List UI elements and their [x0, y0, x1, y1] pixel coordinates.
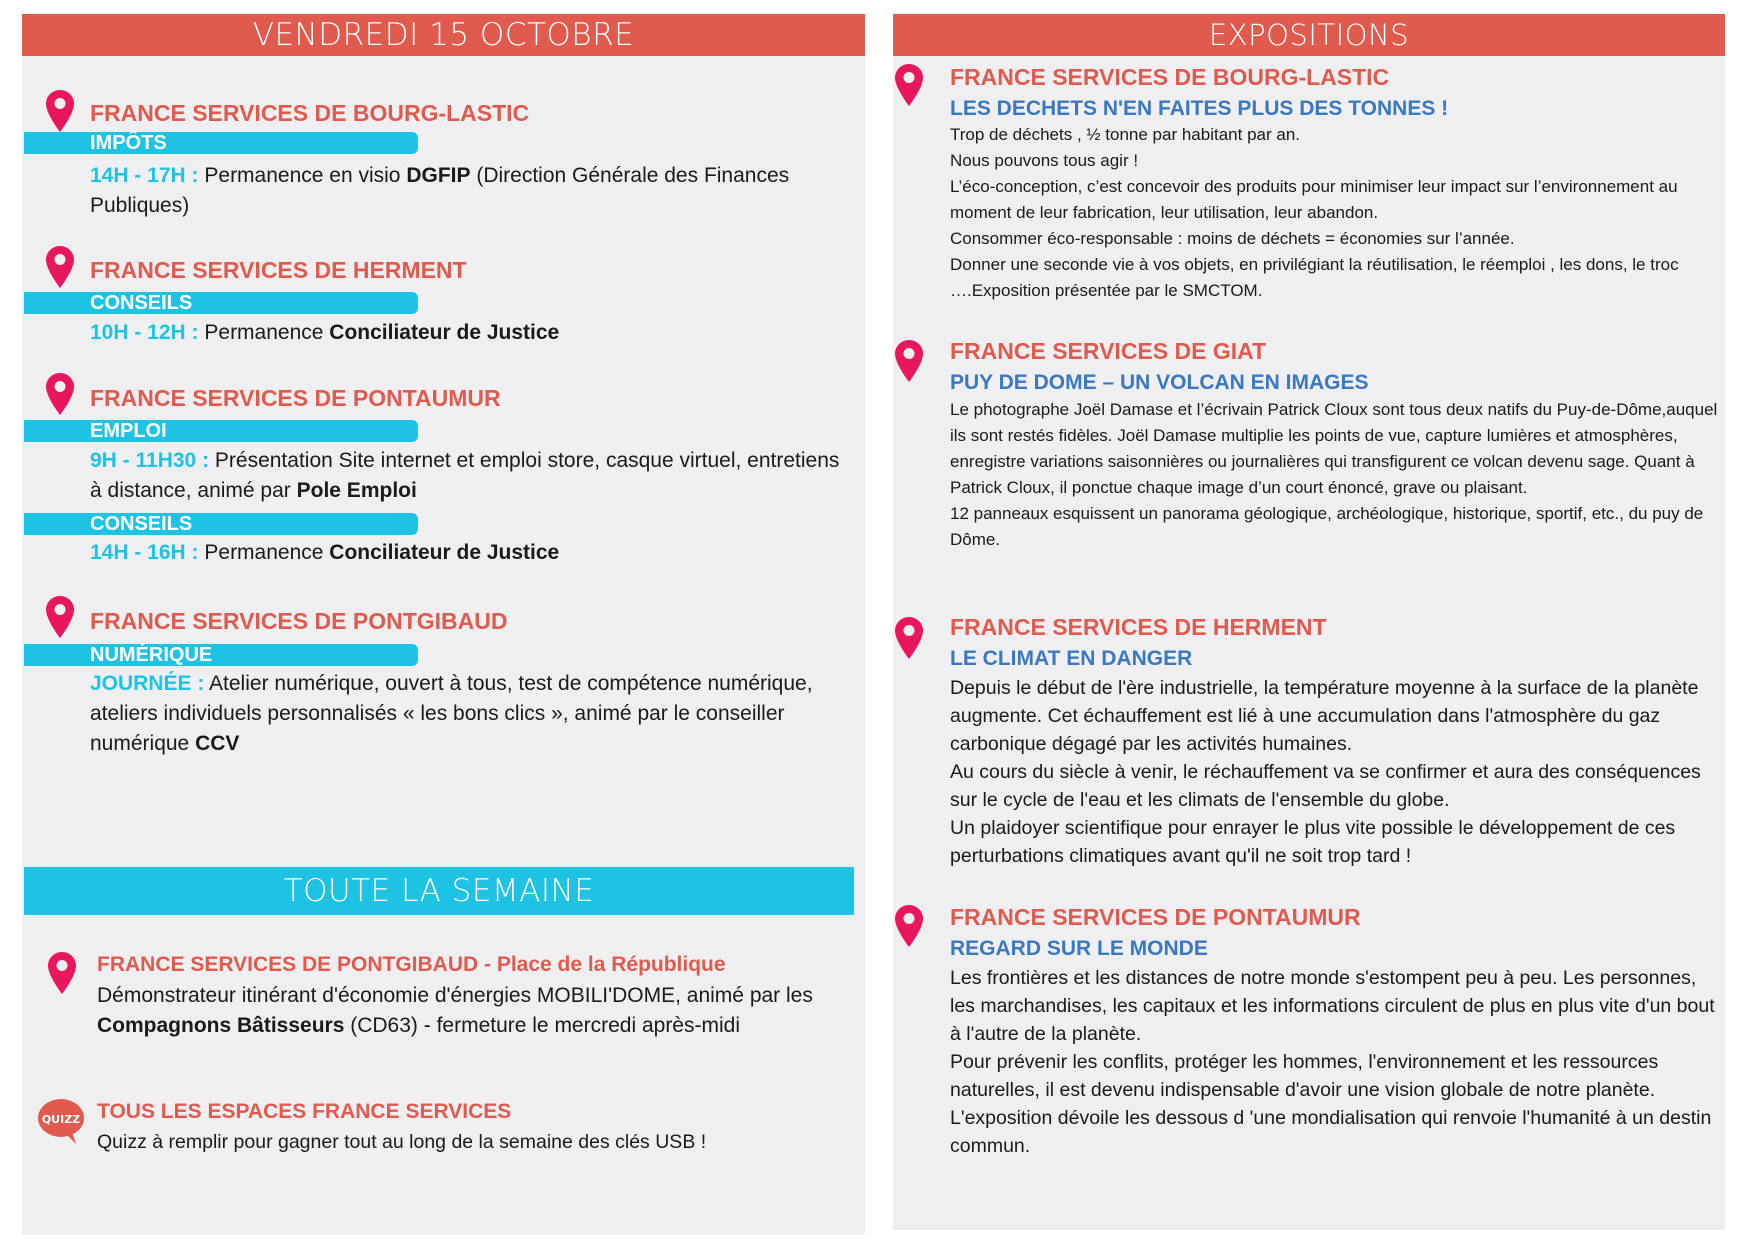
expo-subtitle: PUY DE DOME – UN VOLCAN EN IMAGES	[950, 371, 1369, 394]
org-name: FRANCE SERVICES DE PONTAUMUR	[950, 904, 1361, 930]
category-tag: CONSEILS	[24, 292, 418, 314]
expo-description: Trop de déchets , ½ tonne par habitant par an. Nous pouvons tous agir ! L’éco-conception, c’est concevoir des produits pour minimiser leur impact sur l’environnement au moment de leur fabrication, leur utilisation, leur abandon. Consommer éco-responsable : moins de déchets = économies sur l’année. Donner une seconde vie à vos objets, en privilégiant la réutilisation, le réemploi , les dons, le troc ….Exposition présentée par le SMCTOM.	[950, 125, 1679, 300]
expositions-title: EXPOSITIONS	[1208, 18, 1410, 52]
expo-description: Les frontières et les distances de notre monde s'estompent peu à peu. Les personnes, les marchandises, les capitaux et les informations circulent de plus en plus vite d'un bout à l'autre de la planète. Pour prévenir les conflits, protéger les hommes, l'environnement et les ressources naturelles, il est devenu indispensable d'avoir une vision globale de notre planète. L'exposition dévoile les dessous d 'une mondialisation qui renvoie l'humanité à un destin commun.	[950, 967, 1715, 1157]
org-name: TOUS LES ESPACES FRANCE SERVICES	[97, 1100, 512, 1123]
expo-subtitle: REGARD SUR LE MONDE	[950, 937, 1208, 960]
expo-description: Depuis le début de l'ère industrielle, la température moyenne à la surface de la planète augmente. Cet échauffement est lié à une accumulation dans l'atmosphère du gaz carbonique dégagé par les activités humaines. Au cours du siècle à venir, le réchauffement va se confirmer et aura des conséquences sur le cycle de l'eau et les climats de l'ensemble du globe. Un plaidoyer scientifique pour enrayer le plus vite possible le développement de ces perturbations climatiques avant qu'il ne soit trop tard !	[950, 677, 1701, 867]
category-tag: EMPLOI	[24, 420, 418, 442]
org-name: FRANCE SERVICES DE PONTAUMUR	[90, 385, 501, 411]
day-title-bar	[22, 14, 865, 56]
week-description: Démonstrateur itinérant d'économie d'énergies MOBILI'DOME, animé par les Compagnons Bâtisseurs (CD63) - fermeture le mercredi après-midi	[97, 984, 813, 1037]
location-pin-icon	[47, 951, 77, 995]
schedule-text: JOURNÉE : Atelier numérique, ouvert à tous, test de compétence numérique, ateliers individuels personnalisés « les bons clics », animé par le conseiller numérique CCV	[90, 672, 813, 755]
time-range: 14H - 16H :	[90, 541, 199, 564]
week-title-bar	[24, 867, 854, 915]
left-panel	[22, 50, 865, 1235]
location-pin-icon	[45, 595, 75, 639]
location-pin-icon	[45, 245, 75, 289]
expo-subtitle: LE CLIMAT EN DANGER	[950, 647, 1193, 670]
location-pin-icon	[894, 904, 924, 948]
category-tag: NUMÉRIQUE	[24, 644, 418, 666]
org-name: FRANCE SERVICES DE HERMENT	[90, 257, 467, 283]
location-pin-icon	[894, 616, 924, 660]
time-range: 9H - 11H30 :	[90, 449, 210, 472]
schedule-text: 9H - 11H30 : Présentation Site internet et emploi store, casque virtuel, entretiens à distance, animé par Pole Emploi	[90, 449, 840, 502]
org-name: FRANCE SERVICES DE PONTGIBAUD	[90, 608, 508, 634]
location-pin-icon	[894, 339, 924, 383]
location-pin-icon	[894, 63, 924, 107]
week-description: Quizz à remplir pour gagner tout au long de la semaine des clés USB !	[97, 1131, 707, 1153]
expo-subtitle: LES DECHETS N'EN FAITES PLUS DES TONNES !	[950, 97, 1449, 120]
svg-text:QUIZZ: QUIZZ	[41, 1113, 81, 1126]
category-tag: IMPÔTS	[24, 132, 418, 154]
schedule-text: 14H - 17H : Permanence en visio DGFIP (Direction Générale des Finances Publiques)	[90, 164, 790, 217]
schedule-text: 10H - 12H : Permanence Conciliateur de Justice	[90, 321, 560, 344]
location-pin-icon	[45, 372, 75, 416]
day-title: VENDREDI 15 OCTOBRE	[252, 17, 635, 53]
org-name: FRANCE SERVICES DE BOURG-LASTIC	[90, 100, 530, 126]
week-title: TOUTE LA SEMAINE	[283, 873, 595, 909]
category-tag: CONSEILS	[24, 513, 418, 535]
org-name: FRANCE SERVICES DE HERMENT	[950, 614, 1327, 640]
org-name: FRANCE SERVICES DE BOURG-LASTIC	[950, 64, 1390, 90]
expo-description: Le photographe Joël Damase et l’écrivain Patrick Cloux sont tous deux natifs du Puy-de-Dôme,auquel ils sont restés fidèles. Joël Damase multiplie les points de vue, capture lumières et atmosphères, enregistre variations saisonnières ou journalières qui transfigurent ce volcan devenu sage. Quant à Patrick Cloux, il ponctue chaque image d’un court énoncé, grave ou plaisant. 12 panneaux esquissent un panorama géologique, archéologique, historique, sportif, etc., du puy de Dôme.	[950, 400, 1718, 549]
expositions-title-bar	[893, 14, 1725, 56]
schedule-text: 14H - 16H : Permanence Conciliateur de Justice	[90, 541, 560, 564]
org-name: FRANCE SERVICES DE GIAT	[950, 338, 1267, 364]
time-range: 10H - 12H :	[90, 321, 199, 344]
quiz-bubble-icon	[36, 1096, 88, 1146]
time-range: JOURNÉE :	[90, 672, 205, 695]
location-pin-icon	[45, 89, 75, 133]
org-name: FRANCE SERVICES DE PONTGIBAUD - Place de la République	[97, 953, 726, 976]
time-range: 14H - 17H :	[90, 164, 199, 187]
